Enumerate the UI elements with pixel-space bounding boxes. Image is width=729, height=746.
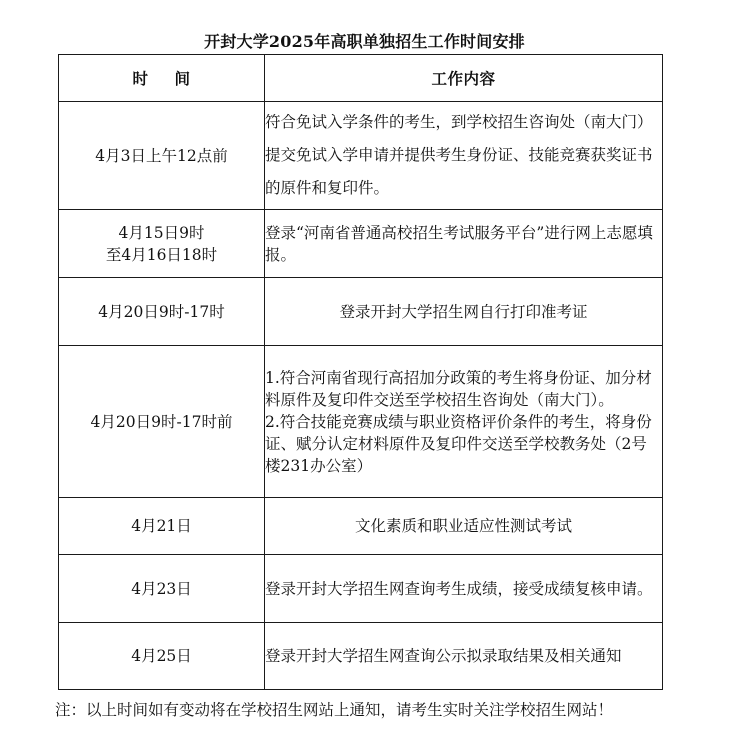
row-4-content-item-1: 1.符合河南省现行高招加分政策的考生将身份证、加分材料原件及复印件交送至学校招生咨询处（南大门）。 — [265, 368, 652, 409]
row-2-content — [265, 210, 663, 278]
row-6-time — [59, 555, 265, 623]
row-1-content — [265, 102, 663, 210]
row-7-time — [59, 623, 265, 690]
row-5-content-text: 文化素质和职业适应性测试考试 — [354, 517, 572, 535]
header-content: 工作内容 — [265, 55, 663, 102]
row-2-time-line-2: 至4月16日18时 — [105, 245, 218, 264]
row-5-time — [59, 498, 265, 555]
row-7-time-line-1: 4月25日 — [131, 647, 192, 665]
row-5-time-line-1: 4月21日 — [131, 517, 192, 535]
row-4-content — [265, 346, 663, 498]
header-time-char-1: 时 — [132, 69, 149, 88]
table-row — [59, 555, 663, 623]
document-title: 开封大学2025年高职单独招生工作时间安排 — [204, 32, 525, 51]
header-time — [59, 55, 265, 102]
table-row — [59, 498, 663, 555]
footnote: 注：以上时间如有变动将在学校招生网站上通知，请考生实时关注学校招生网站！ — [55, 701, 614, 719]
row-3-time-line-1: 4月20日9时-17时 — [98, 302, 225, 321]
row-1-time — [59, 102, 265, 210]
row-4-time-line-1: 4月20日9时-17时前 — [90, 412, 233, 431]
row-4-time — [59, 346, 265, 498]
header-time-char-2: 间 — [174, 69, 191, 88]
row-5-content — [265, 498, 663, 555]
row-6-content — [265, 555, 663, 623]
row-2-time — [59, 210, 265, 278]
row-2-time-line-1: 4月15日9时 — [118, 223, 205, 242]
table-row — [59, 210, 663, 278]
table-row — [59, 278, 663, 346]
row-2-content-text: 登录“河南省普通高校招生考试服务平台”进行网上志愿填报。 — [265, 223, 653, 264]
table-row — [59, 346, 663, 498]
row-6-content-text: 登录开封大学招生网查询考生成绩，接受成绩复核申请。 — [265, 579, 653, 598]
table-row — [59, 102, 663, 210]
row-7-content — [265, 623, 663, 690]
table-row — [59, 623, 663, 690]
row-1-content-text: 符合免试入学条件的考生，到学校招生咨询处（南大门）提交免试入学申请并提供考生身份证、技能竞赛获奖证书的原件和复印件。 — [265, 113, 653, 197]
row-3-content-text: 登录开封大学招生网自行打印准考证 — [339, 302, 588, 321]
table-header-row — [59, 55, 663, 102]
schedule-table — [58, 54, 663, 690]
row-3-time — [59, 278, 265, 346]
row-3-content — [265, 278, 663, 346]
row-1-time-line-1: 4月3日上午12点前 — [95, 146, 228, 165]
row-4-content-item-2: 2.符合技能竞赛成绩与职业资格评价条件的考生，将身份证、赋分认定材料原件及复印件交送至学校教务处（2号楼231办公室） — [265, 412, 652, 475]
row-6-time-line-1: 4月23日 — [131, 579, 192, 598]
row-7-content-text: 登录开封大学招生网查询公示拟录取结果及相关通知 — [265, 647, 622, 665]
